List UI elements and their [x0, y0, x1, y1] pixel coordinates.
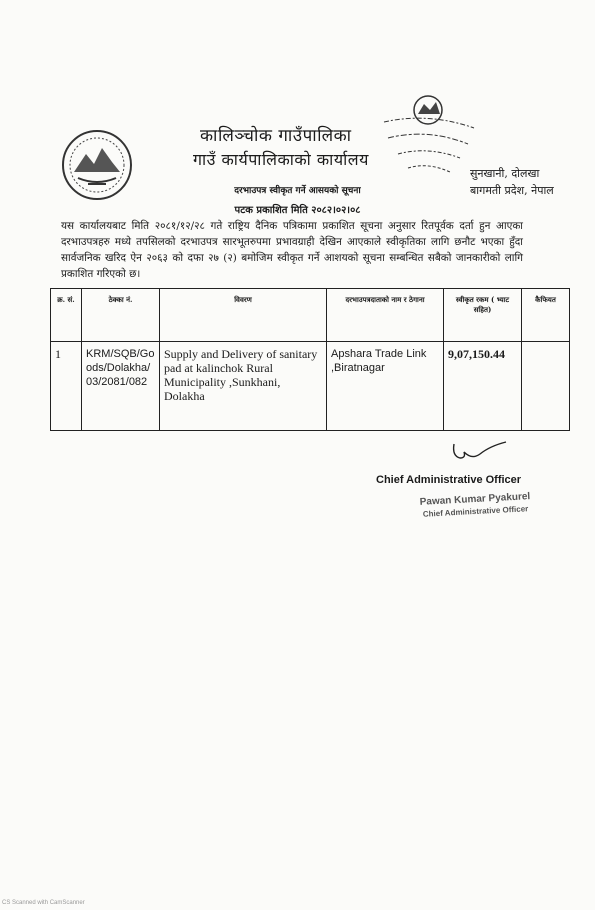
notice-subtitle: दरभाउपत्र स्वीकृत गर्ने आसयको सूचना	[234, 186, 361, 196]
scan-footer: CS Scanned with CamScanner	[2, 900, 85, 906]
header-amount: स्वीकृत रकम ( भ्याट सहित)	[444, 289, 522, 342]
stamp-name-text: Pawan Kumar Pyakurel	[419, 491, 531, 508]
office-name: गाउँ कार्यपालिकाको कार्यालय	[193, 150, 369, 169]
cell-amount: 9,07,150.44	[444, 342, 522, 431]
bid-table	[50, 288, 570, 431]
table-row	[51, 342, 570, 431]
office-seal-stamp-icon	[378, 82, 482, 182]
header-bidder: दरभाउपत्रदाताको नाम र ठेगाना	[327, 289, 444, 342]
address-line-1: सुनखानी, दोलखा	[470, 167, 540, 180]
header-sn: क्र. सं.	[51, 289, 82, 342]
handwritten-signature-icon	[450, 438, 510, 464]
cell-bidder: Apshara Trade Link ,Biratnagar	[327, 342, 444, 431]
cell-description: Supply and Delivery of sanitary pad at kalinchok Rural Municipality ,Sunkhani, Dolakha	[160, 342, 327, 431]
notice-body-text: यस कार्यालयबाट मिति २०८१/१२/२८ गते राष्ट्रिय दैनिक पत्रिकामा प्रकाशित सूचना अनुसार रितपूर्वक दर्ता हुन आएका दरभाउपत्रहरु मध्ये तपसिलको दरभाउपत्र सारभूतरुपमा प्रभावग्राही देखिन आएकाले स्वीकृतिका लागि छनौट भएका हुँदा सार्वजनिक खरिद ऐन २०६३ को दफा २७ (२) बमोजिम स्वीकृत गर्ने आशयको सूचना सम्बन्धित सबैको जानकारीको लागि प्रकाशित गरिएको छ।	[61, 220, 523, 280]
header-description: विवरण	[160, 289, 327, 342]
published-date: पटक प्रकाशित मिति २०८२।०२।०८	[234, 205, 361, 216]
stamp-title-text: Chief Administrative Officer	[422, 504, 529, 519]
header-remarks: कैफियत	[522, 289, 570, 342]
signatory-title: Chief Administrative Officer	[376, 474, 522, 486]
table-header-row	[51, 289, 570, 342]
cell-sn: 1	[51, 342, 82, 431]
address-line-2: बागमती प्रदेश, नेपाल	[470, 184, 554, 197]
cell-remarks	[522, 342, 570, 431]
cell-contract-no: KRM/SQB/Goods/Dolakha/03/2081/082	[82, 342, 160, 431]
municipality-name: कालिञ्चोक गाउँपालिका	[200, 126, 352, 146]
header-contract-no: ठेक्का नं.	[82, 289, 160, 342]
signatory-stamp	[419, 491, 531, 521]
